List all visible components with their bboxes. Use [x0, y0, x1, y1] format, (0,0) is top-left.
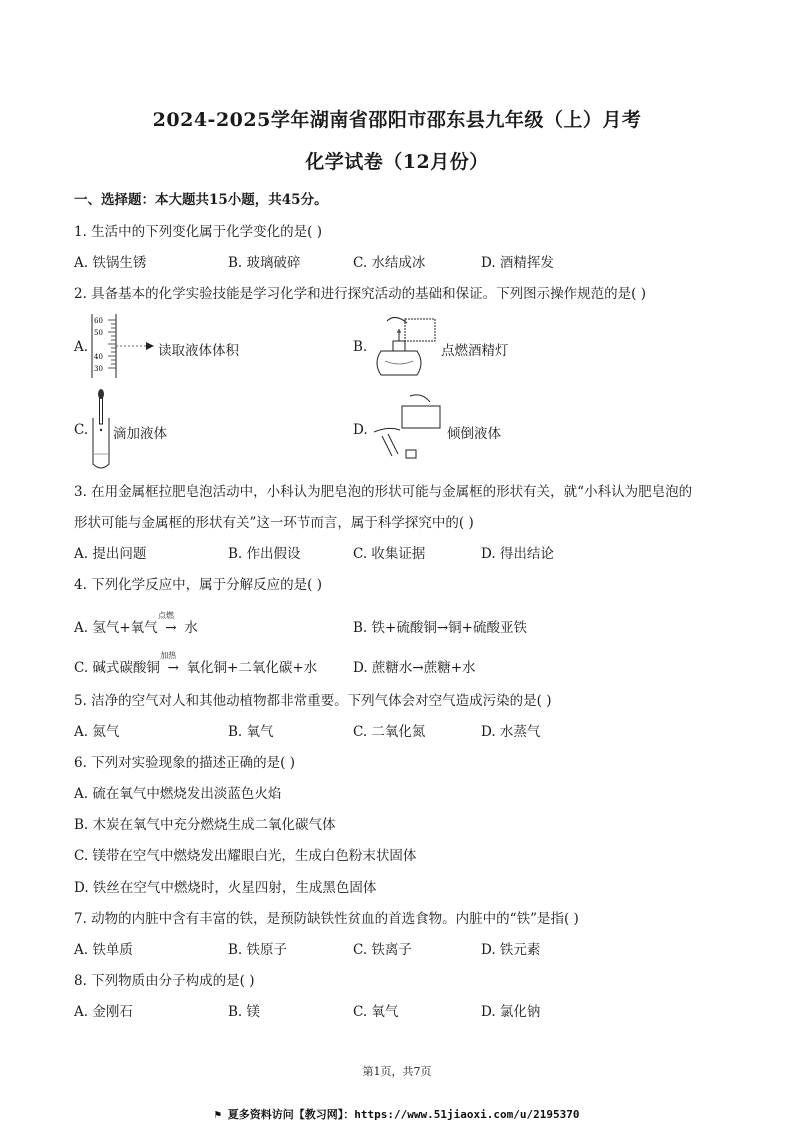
q6-option-c: C. 镁带在空气中燃烧发出耀眼白光，生成白色粉末状固体: [74, 848, 417, 864]
q4-option-d: D. 蔗糖水→蔗糖+水: [353, 660, 476, 676]
q3-option-c: C. 收集证据: [353, 546, 426, 562]
pouring-liquid-figure: [370, 392, 446, 464]
dropper-test-tube-figure: [88, 388, 114, 472]
q8-option-a: A. 金刚石: [74, 1004, 133, 1020]
q4-option-c: [74, 651, 318, 676]
question-3-stem-line2: 形状可能与金属框的形状有关”这一环节而言，属于科学探究中的( ): [74, 515, 474, 531]
q2-option-d-letter: D.: [353, 422, 368, 438]
exam-title-line2: 化学试卷（12月份）: [305, 151, 489, 173]
q6-option-b: B. 木炭在氧气中充分燃烧生成二氧化碳气体: [74, 817, 336, 833]
q1-option-a: A. 铁锅生锈: [74, 255, 147, 271]
reaction-arrow: 加热 →: [160, 651, 179, 676]
graduated-cylinder-figure: [88, 312, 158, 380]
q5-option-a: A. 氮气: [74, 724, 120, 740]
question-2-stem: 2. 具备基本的化学实验技能是学习化学和进行探究活动的基础和保证。下列图示操作规范的是( ): [74, 286, 646, 302]
question-7-stem: 7. 动物的内脏中含有丰富的铁，是预防缺铁性贫血的首选食物。内脏中的“铁”是指( ): [74, 911, 579, 927]
question-6-stem: 6. 下列对实验现象的描述正确的是( ): [74, 755, 295, 771]
q7-option-b: B. 铁原子: [228, 942, 288, 958]
q1-option-c: C. 水结成冰: [353, 255, 426, 271]
question-1-stem: 1. 生活中的下列变化属于化学变化的是( ): [74, 224, 322, 240]
q5-option-c: C. 二氧化氮: [353, 724, 426, 740]
q7-option-a: A. 铁单质: [74, 942, 133, 958]
scale-tick-40: 40: [94, 353, 103, 361]
q5-option-d: D. 水蒸气: [481, 724, 541, 740]
q4-option-b: B. 铁+硫酸铜→铜+硫酸亚铁: [353, 620, 527, 636]
q2-option-a-letter: A.: [74, 339, 89, 355]
q4-option-a-product: 水: [184, 620, 198, 636]
q2-option-b-label: 点燃酒精灯: [441, 343, 509, 359]
q8-option-d: D. 氯化钠: [481, 1004, 541, 1020]
q4-option-c-products: 氧化铜+二氧化碳+水: [186, 660, 318, 676]
exam-title-line1: 2024-2025学年湖南省邵阳市邵东县九年级（上）月考: [152, 109, 642, 131]
q6-option-d: D. 铁丝在空气中燃烧时，火星四射，生成黑色固体: [74, 880, 377, 896]
flag-icon: ⚑: [214, 1108, 228, 1121]
section-heading: 一、选择题：本大题共15小题，共45分。: [74, 192, 328, 208]
q2-option-a-label: 读取液体体积: [158, 343, 239, 359]
reaction-arrow: 点燃 →: [157, 611, 177, 636]
q1-option-d: D. 酒精挥发: [481, 255, 554, 271]
question-3-stem-line1: 3. 在用金属框拉肥皂泡活动中，小科认为肥皂泡的形状可能与金属框的形状有关，就“小科认为肥皂泡的: [74, 484, 693, 500]
q8-option-c: C. 氧气: [353, 1004, 399, 1020]
q4-option-c-condition: 加热: [160, 651, 177, 660]
page-number-footer: 第1页，共7页: [362, 1065, 432, 1078]
q5-option-b: B. 氧气: [228, 724, 274, 740]
q2-option-d-label: 倾倒液体: [447, 426, 501, 442]
q7-option-d: D. 铁元素: [481, 942, 541, 958]
q4-option-c-reactant: C. 碱式碳酸铜: [74, 660, 160, 676]
q3-option-a: A. 提出问题: [74, 546, 147, 562]
q2-option-c-label: 滴加液体: [113, 426, 167, 442]
q4-option-a-reactants: A. 氢气+氧气: [74, 620, 158, 636]
q6-option-a: A. 硫在氧气中燃烧发出淡蓝色火焰: [74, 786, 282, 802]
q7-option-c: C. 铁离子: [353, 942, 412, 958]
q2-option-c-letter: C.: [74, 422, 89, 438]
q8-option-b: B. 镁: [228, 1004, 261, 1020]
q2-option-b-letter: B.: [353, 339, 368, 355]
q3-option-b: B. 作出假设: [228, 546, 301, 562]
scale-tick-30: 30: [94, 365, 103, 373]
source-link-notice[interactable]: [0, 1106, 794, 1122]
question-5-stem: 5. 洁净的空气对人和其他动植物都非常重要。下列气体会对空气造成污染的是( ): [74, 693, 552, 709]
q4-option-a: [74, 611, 198, 636]
q4-option-a-condition: 点燃: [157, 611, 174, 620]
question-4-stem: 4. 下列化学反应中，属于分解反应的是( ): [74, 577, 322, 593]
q1-option-b: B. 玻璃破碎: [228, 255, 301, 271]
scale-tick-50: 50: [94, 329, 103, 337]
alcohol-lamp-figure: [367, 311, 439, 381]
source-link-text[interactable]: 夏多资料访问【教习网】：https://www.51jiaoxi.com/u/2195370: [227, 1108, 580, 1121]
q3-option-d: D. 得出结论: [481, 546, 554, 562]
question-8-stem: 8. 下列物质由分子构成的是( ): [74, 973, 255, 989]
scale-tick-60: 60: [94, 317, 103, 325]
